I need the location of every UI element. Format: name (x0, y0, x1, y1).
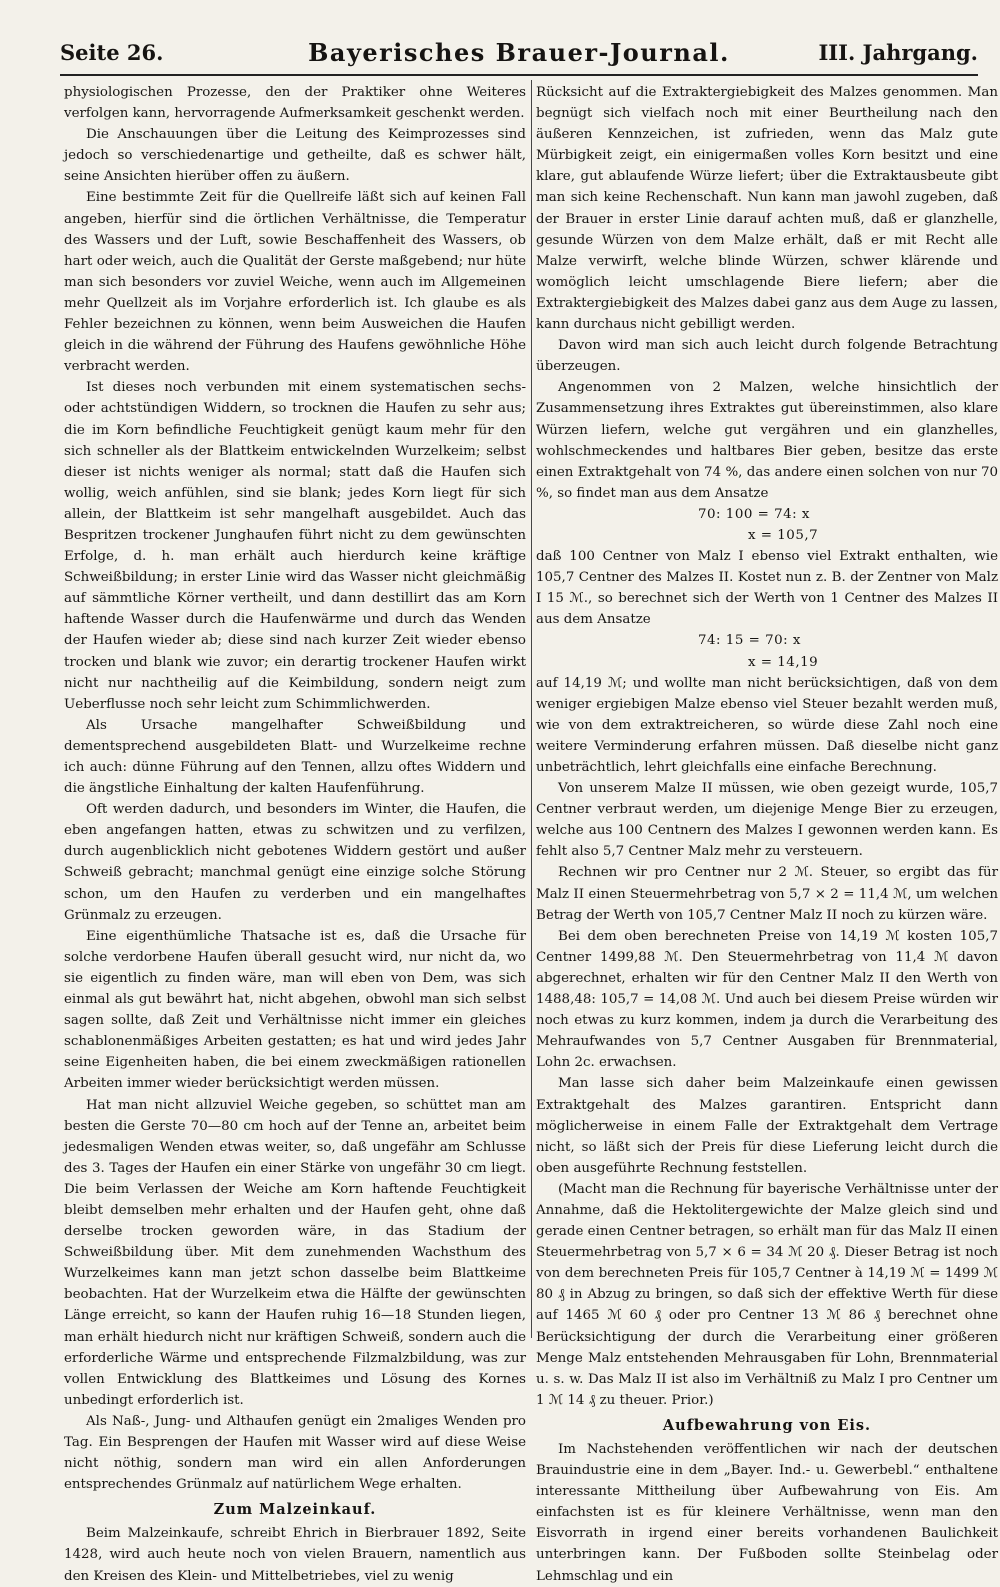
paragraph: Davon wird man sich auch leicht durch folgende Betrachtung überzeugen. (536, 338, 998, 375)
paragraph: physiologischen Prozesse, den der Praktiker ohne Weiteres verfolgen kann, hervorragende Aufmerksamkeit geschenkt werden. (64, 85, 526, 122)
right-column (536, 82, 998, 1584)
paragraph: Rechnen wir pro Centner nur 2 ℳ. Steuer, so ergibt das für Malz II einen Steuermehrbetrag von 5,7 × 2 = 11,4 ℳ, um welchen Betrag der Werth von 105,7 Centner Malz II noch zu kürzen wäre. (536, 865, 998, 923)
paragraph: (Macht man die Rechnung für bayerische Verhältnisse unter der Annahme, daß die Hektolitergewichte der Malze gleich sind und gerade einen Centner betragen, so erhält man für das Malz II einen Steuermehrbetrag von 5,7 × 6 = 34 ℳ 20 ₰. Dieser Betrag ist noch von dem berechneten Preis für 105,7 Centner à 14,19 ℳ = 1499 ℳ 80 ₰ in Abzug zu bringen, so daß sich der effektive Werth für diese auf 1465 ℳ 60 ₰ oder pro Centner 13 ℳ 86 ₰ berechnet ohne Berücksichtigung der durch die Verarbeitung einer größeren Menge Malz entstehenden Mehrausgaben für Lohn, Brennmaterial u. s. w. Das Malz II ist also im Verhältniß zu Malz I pro Centner um 1 ℳ 14 ₰ zu theuer. Prior.) (536, 1181, 998, 1408)
paragraph: Die Anschauungen über die Leitung des Keimprozesses sind jedoch so verschiedenartige und getheilte, daß es schwer hält, seine Ansichten hierüber offen zu äußern. (64, 127, 526, 185)
section-heading-eis: Aufbewahrung von Eis. (662, 1416, 872, 1434)
paragraph: auf 14,19 ℳ; und wollte man nicht berücksichtigen, daß von dem weniger ergiebigen Malze ebenso viel Steuer bezahlt werden muß, wie von dem extraktreicheren, so würde diese Zahl noch eine weitere Verminderung erfahren müssen. Daß dieselbe nicht ganz unbeträchtlich, lehrt gleichfalls eine einfache Berechnung. (536, 675, 998, 775)
paragraph: Hat man nicht allzuviel Weiche gegeben, so schüttet man am besten die Gerste 70—80 cm hoch auf der Tenne an, arbeitet beim jedesmaligen Wenden etwas weiter, so, daß ungefähr am Schlusse des 3. Tages der Haufen ein einer Stärke von ungefähr 30 cm liegt. Die beim Verlassen der Weiche am Korn haftende Feuchtigkeit bleibt demselben mehr erhalten und der Haufen geht, ohne daß derselbe trocken geworden wäre, in das Stadium der Schweißbildung über. Mit dem zunehmenden Wachsthum des Wurzelkeimes kann man jetzt schon dasselbe beim Blattkeime beobachten. Hat der Wurzelkeim etwa die Hälfte der gewünschten Länge erreicht, so kann der Haufen ruhig 16—18 Stunden liegen, man erhält hiedurch nicht nur kräftigen Schweiß, sondern auch die erforderliche Wärme und entsprechende Filzmalzbildung, was zur vollen Entwicklung des Blattkeimes und Lösung des Kornes unbedingt erforderlich ist. (64, 1097, 526, 1408)
paragraph: Beim Malzeinkaufe, schreibt Ehrich in Bierbrauer 1892, Seite 1428, wird auch heute noch von vielen Brauern, namentlich aus den Kreisen des Klein- und Mittelbetriebes, viel zu wenig (64, 1526, 526, 1584)
paragraph: Von unserem Malze II müssen, wie oben gezeigt wurde, 105,7 Centner verbraut werden, um diejenige Menge Bier zu erzeugen, welche aus 100 Centnern des Malzes I gewonnen werden kann. Es fehlt also 5,7 Centner Malz mehr zu versteuern. (536, 781, 998, 860)
journal-title: Bayerisches Brauer-Journal. (308, 38, 730, 67)
equation-result: x = 14,19 (748, 654, 819, 670)
paragraph: Ist dieses noch verbunden mit einem systematischen sechs- oder achtstündigen Widdern, so trocknen die Haufen zu sehr aus; die im Korn befindliche Feuchtigkeit genügt kaum mehr für den sich schneller als der Blattkeim entwickelnden Wurzelkeim; selbst dieser ist nichts weniger als normal; statt daß die Haufen sich wollig, weich anfühlen, sind sie blank; jedes Korn liegt für sich allein, der Blattkeim ist sehr mangelhaft ausgebildet. Auch das Bespritzen trockener Junghaufen führt nicht zu dem gewünschten Erfolge, d. h. man erhält auch hierdurch keine kräftige Schweißbildung; in erster Linie wird das Wasser nicht gleichmäßig auf sämmtliche Körner vertheilt, und dann destillirt das am Korn haftende Wasser durch die Haufenwärme und durch das Wenden der Haufen wieder ab; diese sind nach kurzer Zeit wieder ebenso trocken und blank wie zuvor; ein derartig trockener Haufen wirkt nicht nur nachtheilig auf die Keimbildung, sondern neigt zum Ueberflusse noch sehr leicht zum Schimmlichwerden. (64, 380, 526, 712)
paragraph: daß 100 Centner von Malz I ebenso viel Extrakt enthalten, wie 105,7 Centner des Malzes II. Kostet nun z. B. der Zentner von Malz I 15 ℳ., so berechnet sich der Werth von 1 Centner des Malzes II aus dem Ansatze (536, 549, 998, 628)
section-heading-malzeinkauf: Zum Malzeinkauf. (213, 1501, 377, 1519)
page-number: Seite 26. (60, 40, 164, 65)
volume-label: III. Jahrgang. (818, 40, 978, 65)
equation-result: x = 105,7 (748, 527, 819, 543)
paragraph: Man lasse sich daher beim Malzeinkaufe einen gewissen Extraktgehalt des Malzes garantiren. Entspricht dann möglicherweise in einem Falle der Extraktgehalt dem Vertrage nicht, so läßt sich der Preis für diese Lieferung leicht durch die oben ausgeführte Rechnung feststellen. (536, 1076, 998, 1176)
paragraph: Bei dem oben berechneten Preise von 14,19 ℳ kosten 105,7 Centner 1499,88 ℳ. Den Steuermehrbetrag von 11,4 ℳ davon abgerechnet, erhalten wir für den Centner Malz II den Werth von 1488,48: 105,7 = 14,08 ℳ. Und auch bei diesem Preise würden wir noch etwas zu kurz kommen, indem ja durch die Verarbeitung des Mehraufwandes von 5,7 Centner Ausgaben für Brennmaterial, Lohn 2c. erwachsen. (536, 928, 998, 1071)
column-divider (531, 80, 532, 1338)
paragraph: Angenommen von 2 Malzen, welche hinsichtlich der Zusammensetzung ihres Extraktes gut übereinstimmen, also klare Würzen liefern, welche gut vergähren und ein glanzhelles, wohlschmeckendes und haltbares Bier geben, besitze das erste einen Extraktgehalt von 74 %, das andere einen solchen von nur 70 %, so findet man aus dem Ansatze (536, 380, 998, 501)
paragraph: Im Nachstehenden veröffentlichen wir nach der deutschen Brauindustrie eine in dem „Bayer. Ind.- u. Gewerbebl.“ enthaltene interessante Mittheilung über Aufbewahrung von Eis. Am einfachsten ist es für kleinere Verhältnisse, wenn man den Eisvorrath in irgend einer bereits vorhandenen Baulichkeit unterbringen kann. Der Fußboden sollte Steinbelag oder Lehmschlag und ein (536, 1442, 998, 1584)
page-header (60, 38, 978, 72)
paragraph: Als Naß-, Jung- und Althaufen genügt ein 2maliges Wenden pro Tag. Ein Besprengen der Haufen mit Wasser wird auf diese Weise nicht nöthig, sondern man wird ein allen Anforderungen entsprechendes Grünmalz auf natürlichem Wege erhalten. (64, 1413, 526, 1493)
paragraph: Eine bestimmte Zeit für die Quellreife läßt sich auf keinen Fall angeben, hierfür sind die örtlichen Verhältnisse, die Temperatur des Wassers und der Luft, sowie Beschaffenheit des Wassers, ob hart oder weich, auch die Qualität der Gerste maßgebend; nur hüte man sich besonders vor zuviel Weiche, wenn auch im Allgemeinen mehr Quellzeit als im Vorjahre erforderlich ist. Ich glaube es als Fehler bezeichnen zu können, wenn beim Ausweichen die Haufen gleich in die während der Führung des Haufens gewöhnliche Höhe verbracht werden. (64, 190, 526, 375)
equation: 74: 15 = 70: x (698, 633, 801, 649)
paragraph: Rücksicht auf die Extraktergiebigkeit des Malzes genommen. Man begnügt sich vielfach noch mit einer Beurtheilung nach den äußeren Kennzeichen, ist zufrieden, wenn das Malz gute Mürbigkeit zeigt, ein einigermaßen volles Korn besitzt und eine klare, gut ablaufende Würze liefert; über die Extraktausbeute gibt man sich keine Rechenschaft. Nun kann man jawohl zugeben, daß der Brauer in erster Linie darauf achten muß, daß er glanzhelle, gesunde Würzen von dem Malze erhält, daß er mit Recht alle Malze verwirft, welche blinde Würzen, schwer klärende und womöglich leicht umschlagende Biere liefern; aber die Extraktergiebigkeit des Malzes dabei ganz aus dem Auge zu lassen, kann durchaus nicht gebilligt werden. (536, 85, 998, 333)
header-rule (60, 74, 978, 76)
left-column (64, 82, 526, 1584)
paragraph: Oft werden dadurch, und besonders im Winter, die Haufen, die eben angefangen hatten, etwas zu schwitzen und zu verfilzen, durch augenblicklich nicht gebotenes Widdern gestört und außer Schweiß gebracht; manchmal genügt eine einzige solche Störung schon, um den Haufen zu verderben und ein mangelhaftes Grünmalz zu erzeugen. (64, 802, 526, 923)
paragraph: Als Ursache mangelhafter Schweißbildung und dementsprechend ausgebildeten Blatt- und Wurzelkeime rechne ich auch: dünne Führung auf den Tennen, allzu oftes Widdern und die ängstliche Einhaltung der kalten Haufenführung. (64, 717, 526, 797)
paragraph: Eine eigenthümliche Thatsache ist es, daß die Ursache für solche verdorbene Haufen überall gesucht wird, nur nicht da, wo sie eigentlich zu finden wäre, man will eben von Dem, was sich einmal als gut bewährt hat, nicht abgehen, obwohl man sich selbst sagen sollte, daß Zeit und Verhältnisse nicht immer ein gleiches schablonenmäßiges Arbeiten gestatten; es hat und wird jedes Jahr seine Eigenheiten haben, die bei einem zweckmäßigen rationellen Arbeiten immer wieder berücksichtigt werden müssen. (64, 928, 526, 1092)
equation: 70: 100 = 74: x (698, 506, 810, 522)
